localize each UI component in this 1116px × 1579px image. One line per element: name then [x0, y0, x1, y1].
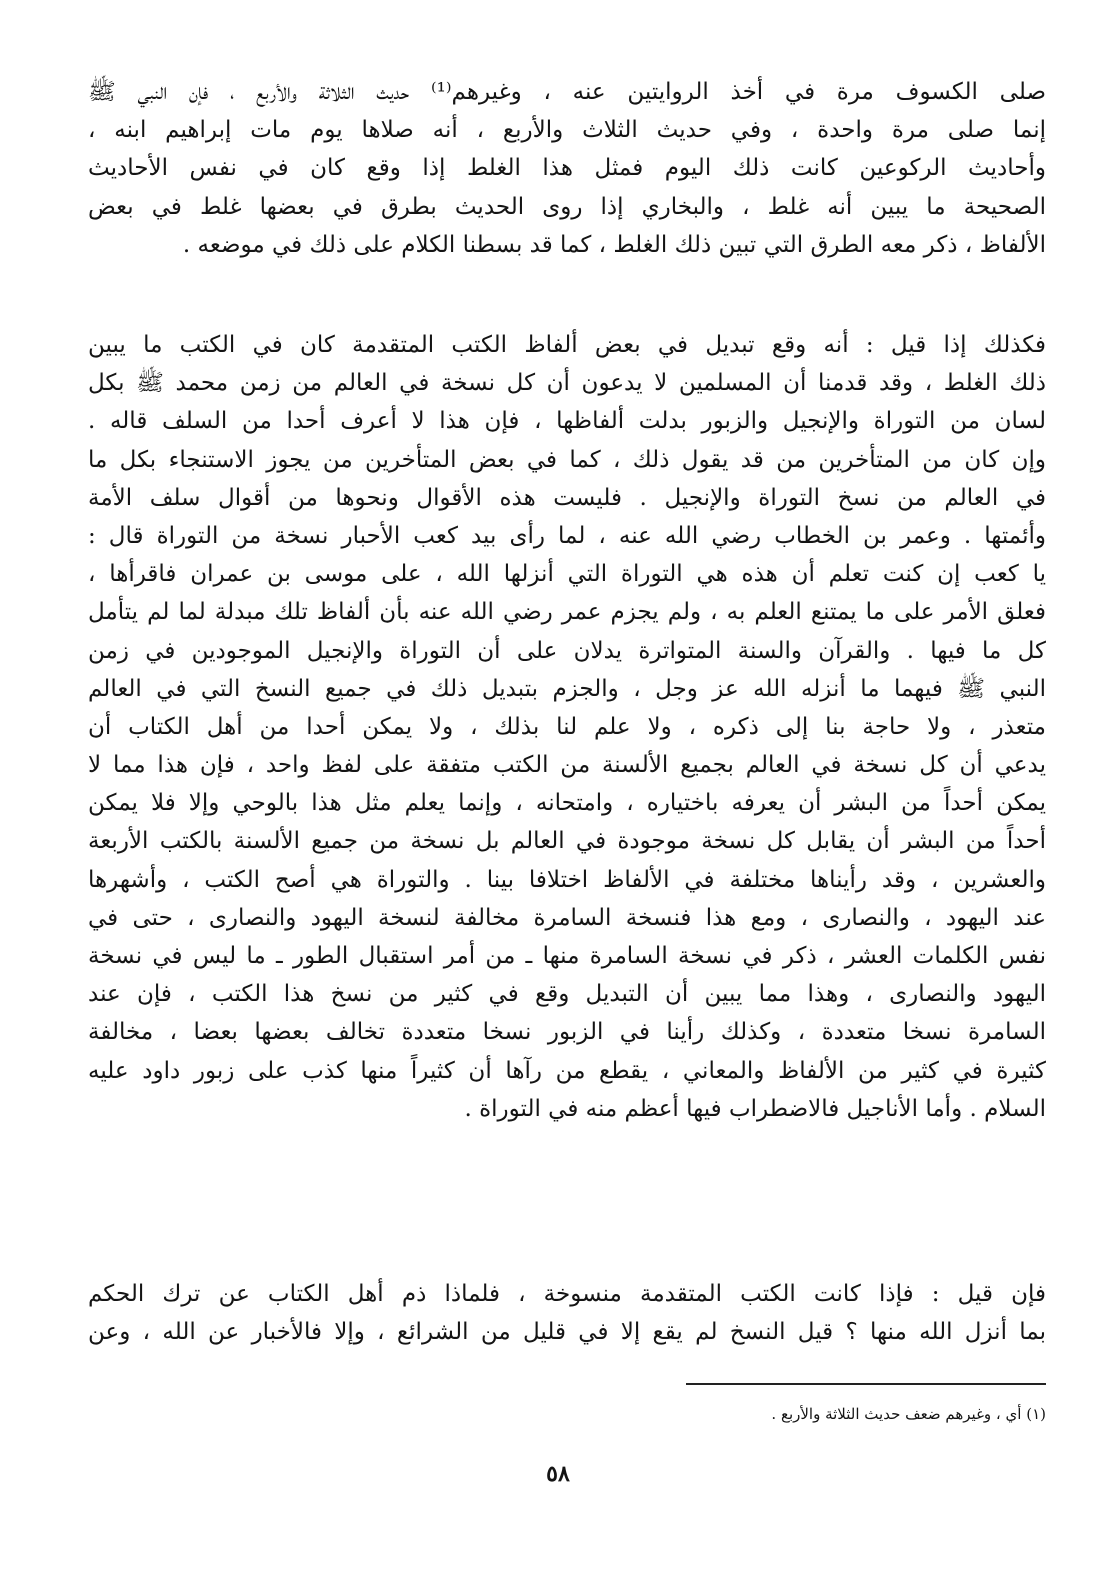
text-line: يا كعب إن كنت تعلم أن هذه هي التوراة التي أنزلها الله ، على موسى بن عمران فاقرأها ، — [88, 561, 1046, 588]
text-line: فعلق الأمر على ما يمتنع العلم به ، ولم يجزم عمر رضي الله عنه بأن ألفاظ تلك مبدلة لما لم يتأمل — [88, 599, 1046, 626]
text-line: كثيرة في كثير من الألفاظ والمعاني ، يقطع من رآها أن كثيراً منها كذب على زبور داود عليه — [88, 1057, 1046, 1084]
text-line: اليهود والنصارى ، وهذا مما يبين أن التبديل وقع في كثير من نسخ هذا الكتب ، فإن عند — [88, 981, 1046, 1008]
text-line: بما أنزل الله منها ؟ قيل النسخ لم يقع إلا في قليل من الشرائع ، وإلا فالأخبار عن الله ، وعن — [88, 1319, 1046, 1346]
text-line: وأئمتها . وعمر بن الخطاب رضي الله عنه ، لما رأى بيد كعب الأحبار نسخة من التوراة قال : — [88, 522, 1046, 549]
footnote: (١) أي ، وغيرهم ضعف حديث الثلاثة والأربع . — [771, 1405, 1046, 1423]
text-line: السلام . وأما الأناجيل فالاضطراب فيها أعظم منه في التوراة . — [464, 1095, 1046, 1122]
page-number: ٥٨ — [546, 1461, 570, 1487]
text-line: فكذلك إذا قيل : أنه وقع تبديل في بعض ألفاظ الكتب المتقدمة كان في الكتب ما يبين — [88, 332, 1046, 358]
text-line: صلى الكسوف مرة في أخذ الروايتين عنه ، وغيرهم⁽¹⁾ حديث الثلاثة والأربع ، فإن النبي ﷺ — [88, 79, 1046, 105]
text-line: أحداً من البشر أن يقابل كل نسخة موجودة في العالم بل نسخة من جميع الألسنة بالكتب الأربعة — [88, 828, 1046, 855]
text-line: إنما صلى مرة واحدة ، وفي حديث الثلاث والأربع ، أنه صلاها يوم مات إبراهيم ابنه ، — [88, 117, 1046, 144]
text-line: الصحيحة ما يبين أنه غلط ، والبخاري إذا روى الحديث بطرق في بعضها غلط في بعض — [88, 193, 1046, 220]
text-line: لسان من التوراة والإنجيل والزبور بدلت ألفاظها ، فإن هذا لا أعرف أحدا من السلف قاله . — [88, 408, 1046, 435]
text-line: السامرة نسخا متعددة ، وكذلك رأينا في الزبور نسخا متعددة تخالف بعضها بعضا ، مخالفة — [88, 1019, 1046, 1046]
text-line: الألفاظ ، ذكر معه الطرق التي تبين ذلك الغلط ، كما قد بسطنا الكلام على ذلك في موضعه . — [182, 231, 1046, 258]
text-line: النبي ﷺ فيهما ما أنزله الله عز وجل ، والجزم بتبديل ذلك في جميع النسخ التي في العالم — [88, 675, 1046, 702]
text-line: والعشرين ، وقد رأيناها مختلفة في الألفاظ اختلافا بينا . والتوراة هي أصح الكتب ، وأشهرها — [88, 866, 1046, 893]
text-line: في العالم من نسخ التوراة والإنجيل . فليست هذه الأقوال ونحوها من أقوال سلف الأمة — [88, 484, 1046, 511]
text-line: وأحاديث الركوعين كانت ذلك اليوم فمثل هذا الغلط إذا وقع كان في نفس الأحاديث — [88, 155, 1046, 182]
text-line: يدعي أن كل نسخة في العالم بجميع الألسنة من الكتب متفقة على لفظ واحد ، فإن هذا مما لا — [88, 752, 1046, 779]
text-line: يمكن أحداً من البشر أن يعرفه باختياره ، وامتحانه ، وإنما يعلم مثل هذا بالوحي وإلا فلا يمكن — [88, 790, 1046, 817]
text-line: ذلك الغلط ، وقد قدمنا أن المسلمين لا يدعون أن كل نسخة في العالم من زمن محمد ﷺ بكل — [88, 370, 1046, 397]
paragraph-2 — [88, 326, 1046, 1128]
text-line: متعذر ، ولا حاجة بنا إلى ذكره ، ولا علم لنا بذلك ، ولا يمكن أحدا من أهل الكتاب أن — [88, 713, 1046, 740]
paragraph-3 — [88, 1275, 1046, 1351]
text-line: وإن كان من المتأخرين من قد يقول ذلك ، كما في بعض المتأخرين من يجوز الاستنجاء بكل ما — [88, 446, 1046, 473]
text-line: عند اليهود ، والنصارى ، ومع هذا فنسخة السامرة مخالفة لنسخة اليهود والنصارى ، حتى في — [88, 904, 1046, 931]
footnote-separator — [686, 1383, 1046, 1385]
paragraph-1 — [88, 73, 1046, 264]
text-line: كل ما فيها . والقرآن والسنة المتواترة يدلان على أن التوراة والإنجيل الموجودين في زمن — [88, 637, 1046, 664]
text-line: نفس الكلمات العشر ، ذكر في نسخة السامرة منها ـ من أمر استقبال الطور ـ ما ليس في نسخة — [88, 943, 1046, 969]
text-line: فإن قيل : فإذا كانت الكتب المتقدمة منسوخة ، فلماذا ذم أهل الكتاب عن ترك الحكم — [88, 1281, 1046, 1307]
